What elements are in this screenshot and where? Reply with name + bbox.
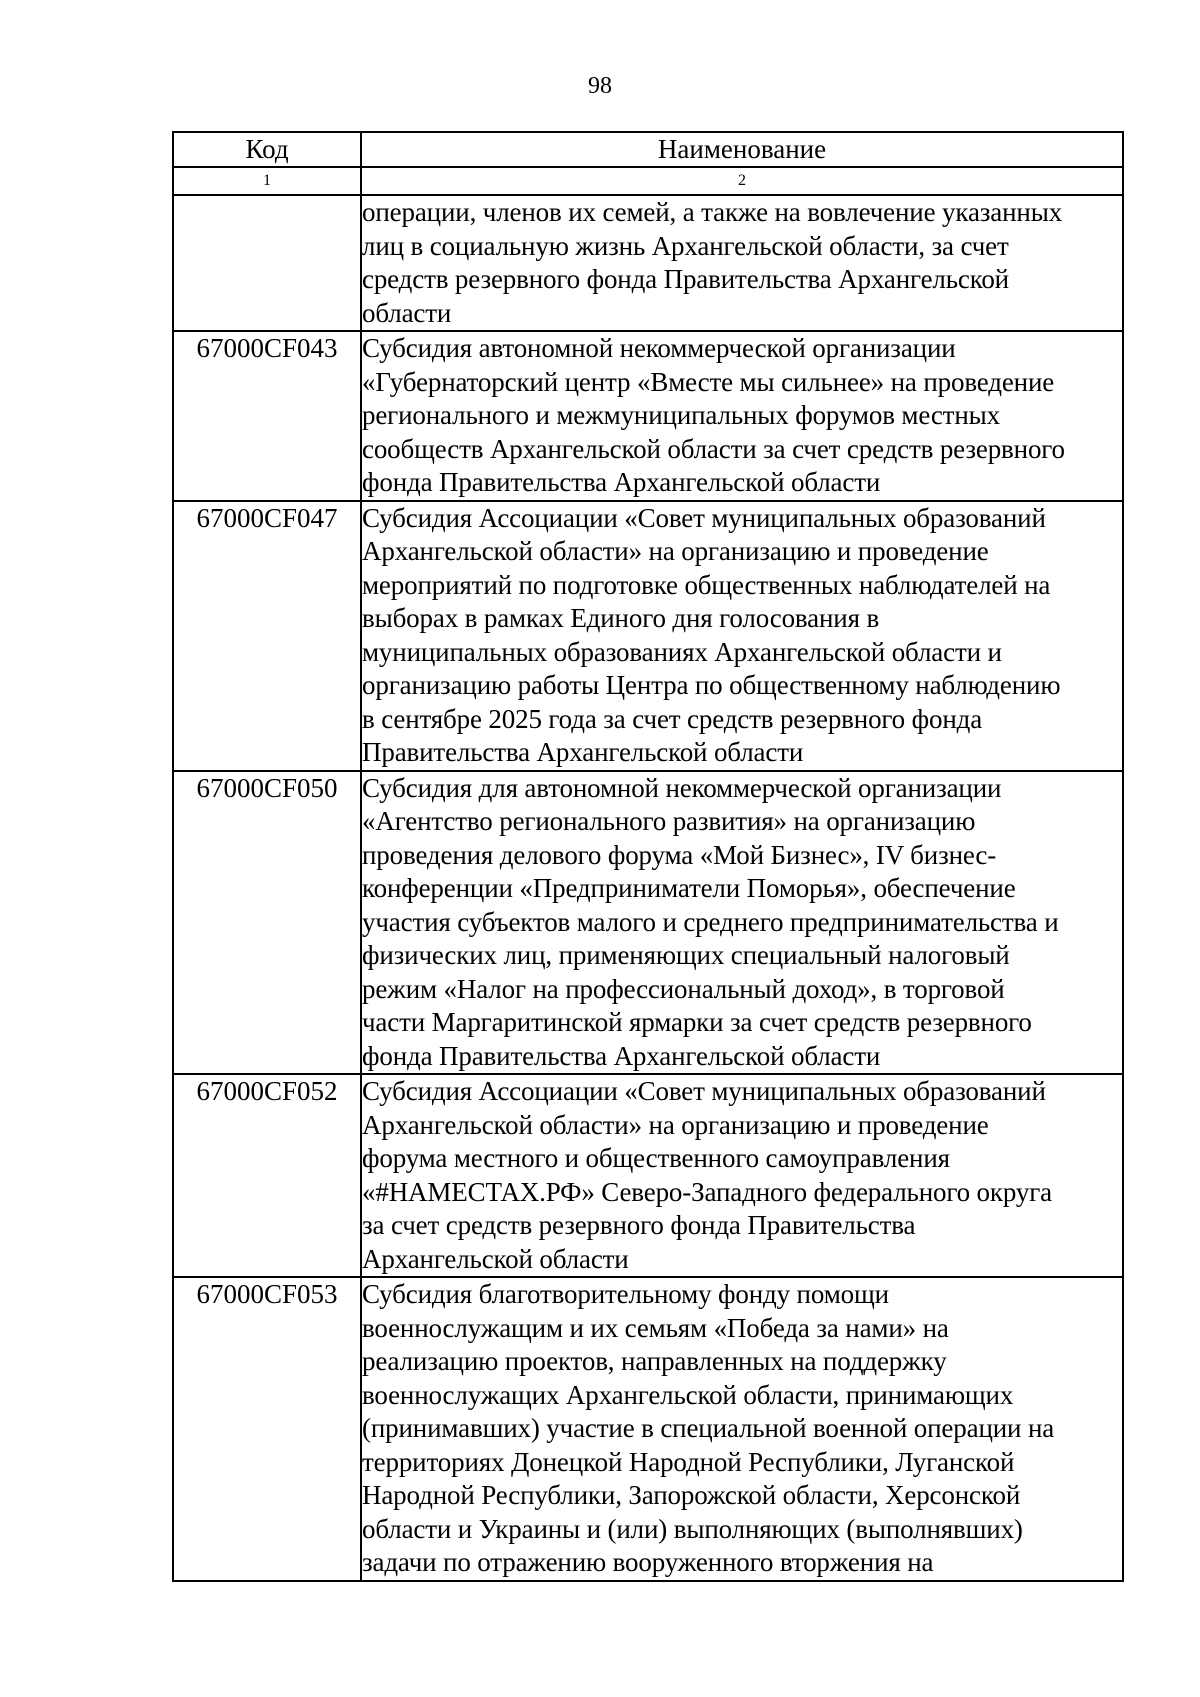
table-row — [173, 1074, 1123, 1277]
row-code: 67000CF052 — [173, 1074, 361, 1277]
header-name: Наименование — [361, 132, 1123, 167]
row-name: Субсидия для автономной некоммерческой организации «Агентство регионального развития» на организацию проведения делового форума «Мой Бизнес», IV бизнес- конференции «Предприниматели Поморья», обеспечение участия субъектов малого и среднего предпринимательства и физических лиц, применяющих специальный налоговый режим «Налог на профессиональный доход», в торговой части Маргаритинской ярмарки за счет средств резервного фонда Правительства Архангельской области — [361, 771, 1123, 1075]
table-row — [173, 195, 1123, 331]
row-name: Субсидия благотворительному фонду помощи военнослужащим и их семьям «Победа за нами» на реализацию проектов, направленных на поддержку военнослужащих Архангельской области, принимающих (принимавших) участие в специальной военной операции на территориях Донецкой Народной Республики, Луганской Народной Республики, Запорожской области, Херсонской области и Украины и (или) выполняющих (выполнявших) задачи по отражению вооруженного вторжения на — [361, 1277, 1123, 1581]
row-code: 67000CF047 — [173, 501, 361, 771]
table-row — [173, 501, 1123, 771]
row-name: Субсидия автономной некоммерческой организации «Губернаторский центр «Вместе мы сильнее» на проведение регионального и межмуниципальных форумов местных сообществ Архангельской области за счет средств резервного фонда Правительства Архангельской области — [361, 331, 1123, 501]
table-row — [173, 331, 1123, 501]
table-row — [173, 1277, 1123, 1581]
page-number: 98 — [588, 73, 612, 99]
row-code: 67000CF043 — [173, 331, 361, 501]
table-header-row — [173, 132, 1123, 167]
column-number-1: 1 — [173, 167, 361, 195]
table-row — [173, 771, 1123, 1075]
budget-codes-table — [172, 131, 1124, 1582]
column-number-2: 2 — [361, 167, 1123, 195]
column-number-row — [173, 167, 1123, 195]
row-name: операции, членов их семей, а также на вовлечение указанных лиц в социальную жизнь Архангельской области, за счет средств резервного фонда Правительства Архангельской области — [361, 195, 1123, 331]
header-code: Код — [173, 132, 361, 167]
row-name: Субсидия Ассоциации «Совет муниципальных образований Архангельской области» на организацию и проведение мероприятий по подготовке общественных наблюдателей на выборах в рамках Единого дня голосования в муниципальных образованиях Архангельской области и организацию работы Центра по общественному наблюдению в сентябре 2025 года за счет средств резервного фонда Правительства Архангельской области — [361, 501, 1123, 771]
row-code — [173, 195, 361, 331]
row-code: 67000CF050 — [173, 771, 361, 1075]
row-name: Субсидия Ассоциации «Совет муниципальных образований Архангельской области» на организацию и проведение форума местного и общественного самоуправления «#НАМЕСТАХ.РФ» Северо-Западного федерального округа за счет средств резервного фонда Правительства Архангельской области — [361, 1074, 1123, 1277]
row-code: 67000CF053 — [173, 1277, 361, 1581]
